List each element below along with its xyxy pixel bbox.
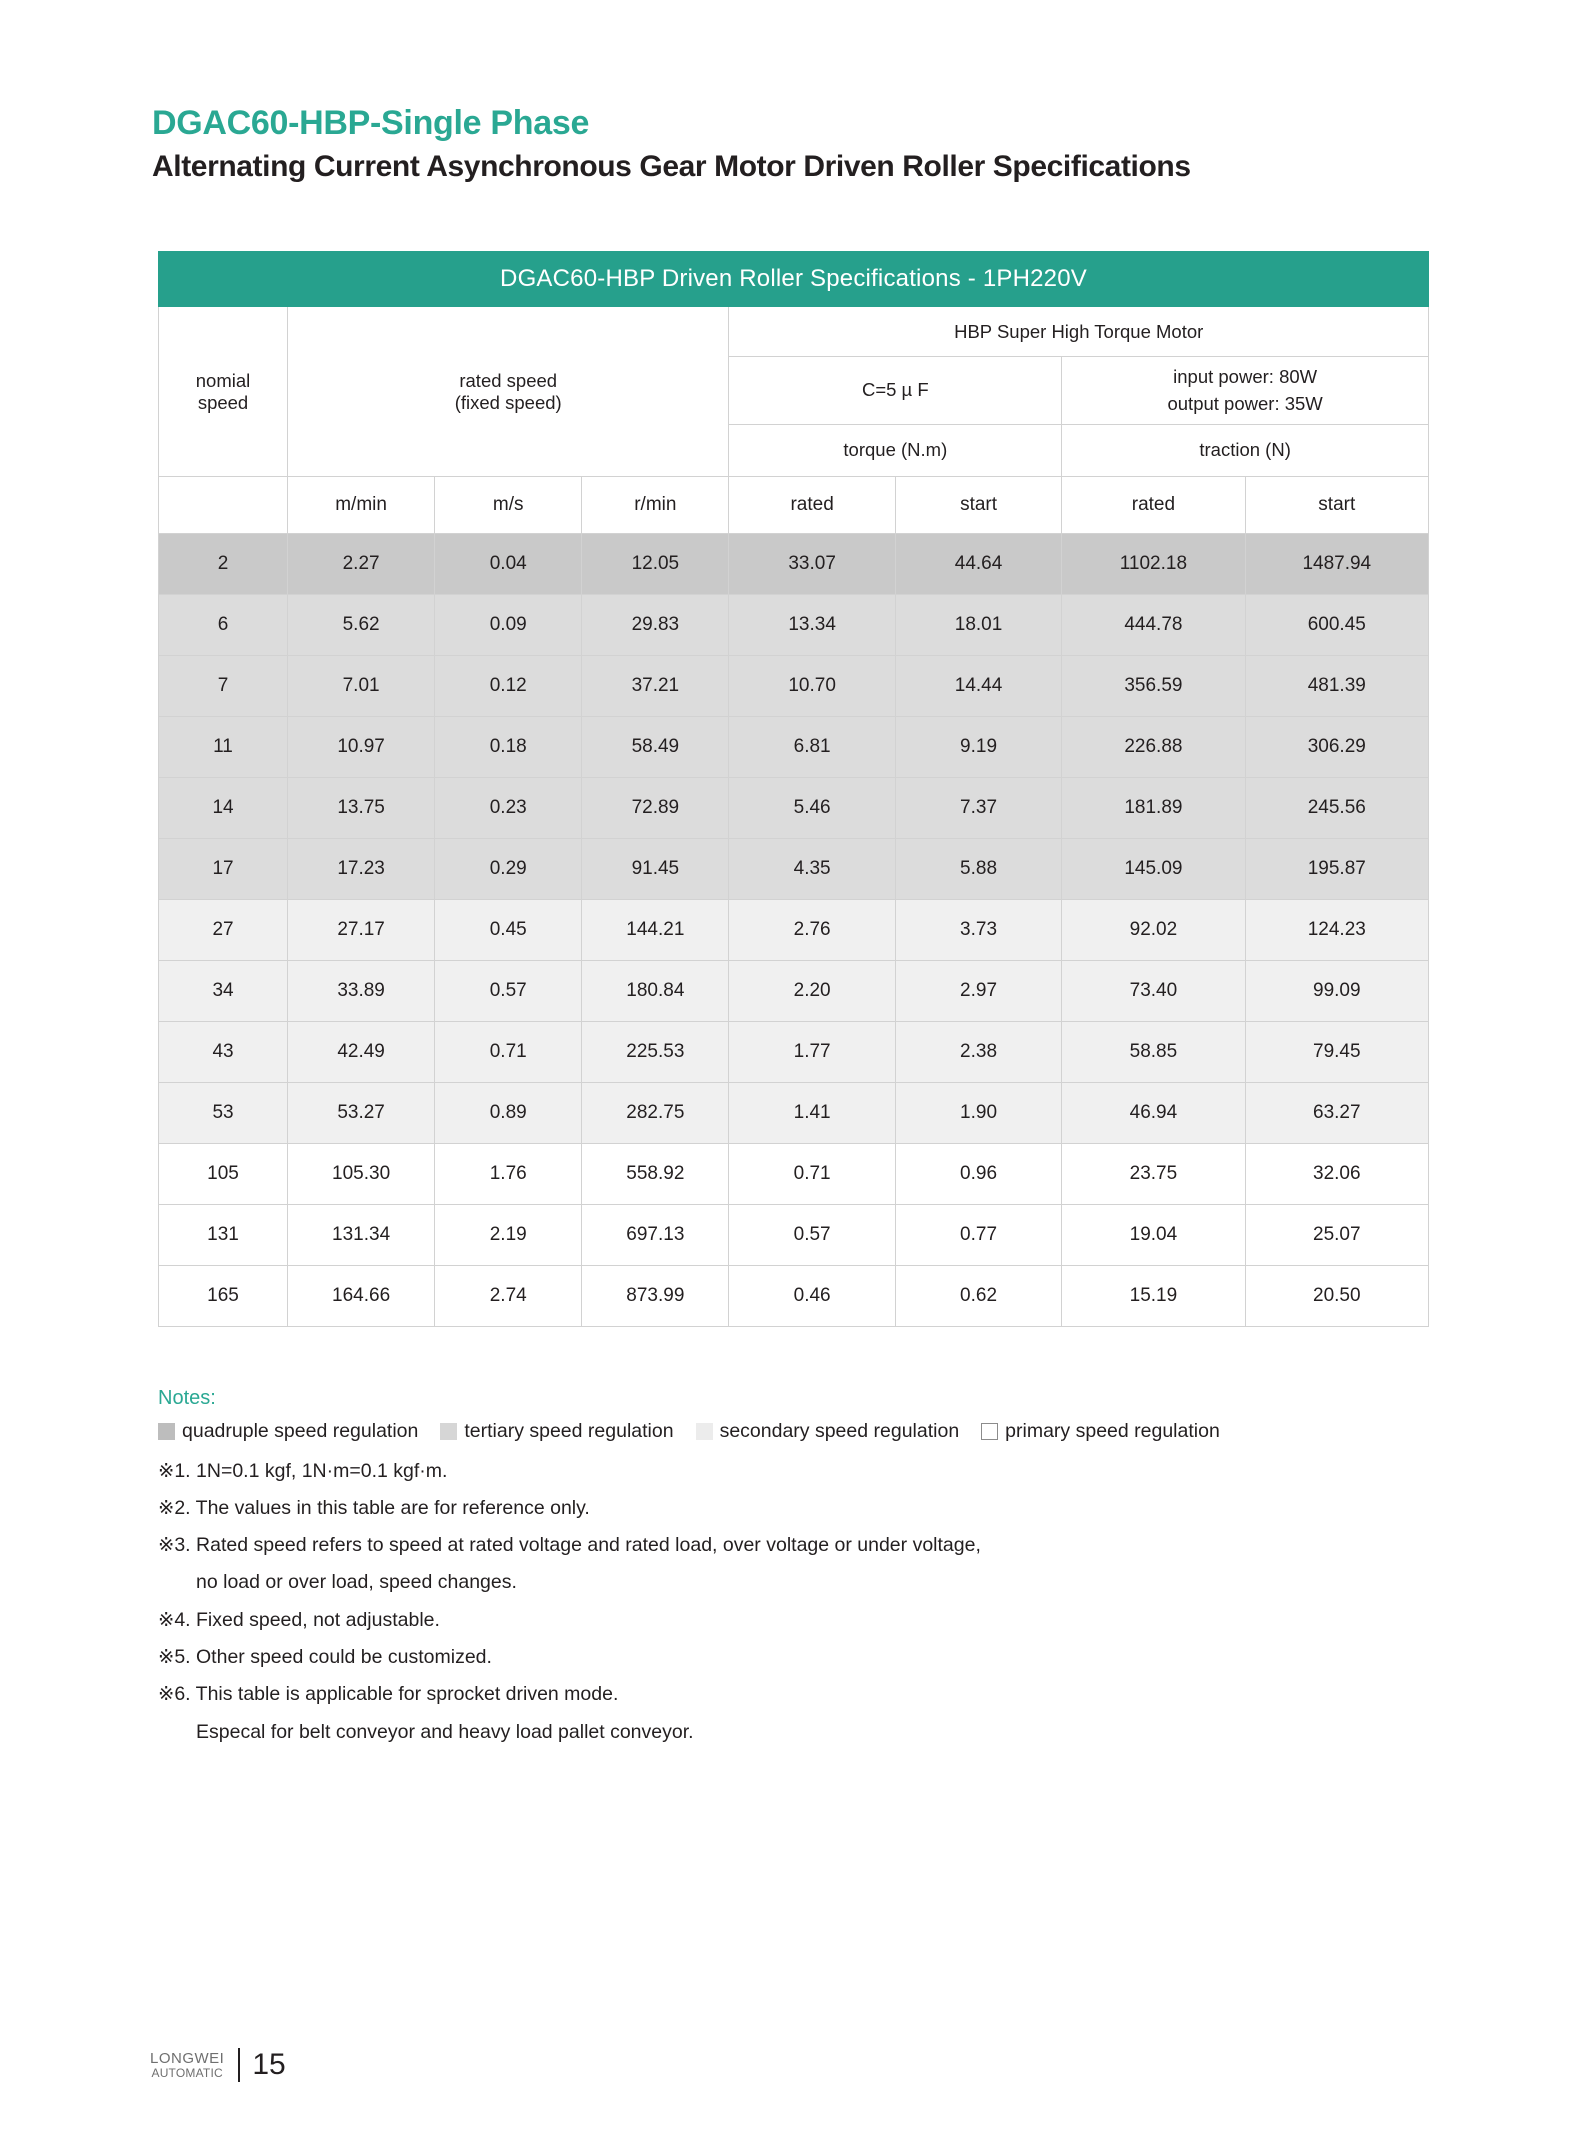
header-row-group <box>159 307 1429 357</box>
page-number: 15 <box>252 2048 286 2081</box>
company-logo <box>150 2051 224 2079</box>
legend-item-primary <box>981 1422 1220 1442</box>
cell-torque-start: 9.19 <box>895 717 1061 778</box>
cell-m-min: 10.97 <box>288 717 435 778</box>
cell-nominal: 7 <box>159 656 288 717</box>
column-header-m-s: m/s <box>435 477 582 534</box>
cell-traction-start: 20.50 <box>1245 1266 1428 1327</box>
specifications-table <box>158 251 1429 1327</box>
table-row <box>159 900 1429 961</box>
cell-traction-start: 63.27 <box>1245 1083 1428 1144</box>
cell-m-min: 105.30 <box>288 1144 435 1205</box>
cell-torque-start: 18.01 <box>895 595 1061 656</box>
cell-torque-start: 5.88 <box>895 839 1061 900</box>
column-header-row <box>159 477 1429 534</box>
title-block <box>152 104 1452 185</box>
cell-torque-rated: 5.46 <box>729 778 895 839</box>
cell-m-s: 2.19 <box>435 1205 582 1266</box>
cell-torque-rated: 6.81 <box>729 717 895 778</box>
cell-m-s: 2.74 <box>435 1266 582 1327</box>
legend-swatch-icon <box>696 1423 713 1440</box>
cell-traction-start: 195.87 <box>1245 839 1428 900</box>
cell-traction-start: 124.23 <box>1245 900 1428 961</box>
cell-traction-rated: 356.59 <box>1062 656 1245 717</box>
cell-m-min: 42.49 <box>288 1022 435 1083</box>
table-banner-row <box>159 252 1429 307</box>
note-line-6: ※6. This table is applicable for sprocket driven mode. <box>158 1683 619 1706</box>
cell-m-min: 7.01 <box>288 656 435 717</box>
cell-torque-start: 14.44 <box>895 656 1061 717</box>
cell-nominal: 131 <box>159 1205 288 1266</box>
cell-traction-rated: 23.75 <box>1062 1144 1245 1205</box>
cell-torque-start: 2.38 <box>895 1022 1061 1083</box>
header-torque-unit: torque (N.m) <box>729 425 1062 477</box>
cell-r-min: 58.49 <box>582 717 729 778</box>
cell-torque-rated: 1.77 <box>729 1022 895 1083</box>
cell-m-min: 27.17 <box>288 900 435 961</box>
cell-torque-rated: 13.34 <box>729 595 895 656</box>
cell-nominal: 6 <box>159 595 288 656</box>
cell-traction-start: 32.06 <box>1245 1144 1428 1205</box>
cell-m-min: 13.75 <box>288 778 435 839</box>
page-title: DGAC60-HBP-Single Phase <box>152 104 590 142</box>
page-subtitle: Alternating Current Asynchronous Gear Motor Driven Roller Specifications <box>152 150 1191 184</box>
cell-torque-rated: 0.71 <box>729 1144 895 1205</box>
column-header-m-min: m/min <box>288 477 435 534</box>
cell-traction-rated: 444.78 <box>1062 595 1245 656</box>
cell-torque-rated: 10.70 <box>729 656 895 717</box>
cell-torque-start: 0.77 <box>895 1205 1061 1266</box>
table-row <box>159 1266 1429 1327</box>
legend-item-tertiary <box>440 1422 673 1442</box>
cell-traction-start: 1487.94 <box>1245 534 1428 595</box>
header-rated-speed <box>288 307 729 477</box>
header-traction-unit: traction (N) <box>1062 425 1429 477</box>
table-row <box>159 534 1429 595</box>
cell-torque-rated: 0.46 <box>729 1266 895 1327</box>
cell-torque-start: 0.62 <box>895 1266 1061 1327</box>
cell-r-min: 144.21 <box>582 900 729 961</box>
column-header-traction-rated: rated <box>1062 477 1245 534</box>
cell-r-min: 29.83 <box>582 595 729 656</box>
header-nominal-speed-line1: nomial <box>195 369 251 391</box>
table-row <box>159 1022 1429 1083</box>
table-row <box>159 961 1429 1022</box>
legend-item-secondary <box>696 1422 960 1442</box>
header-rated-speed-line1: rated speed <box>459 369 558 391</box>
column-header-torque-start: start <box>895 477 1061 534</box>
cell-r-min: 558.92 <box>582 1144 729 1205</box>
legend-label: quadruple speed regulation <box>182 1420 419 1442</box>
table-row <box>159 839 1429 900</box>
table-row <box>159 595 1429 656</box>
legend-label: secondary speed regulation <box>719 1420 960 1442</box>
cell-traction-rated: 46.94 <box>1062 1083 1245 1144</box>
header-nominal-speed-line2: speed <box>197 391 249 413</box>
cell-nominal: 27 <box>159 900 288 961</box>
cell-m-min: 33.89 <box>288 961 435 1022</box>
header-motor-group: HBP Super High Torque Motor <box>729 307 1429 357</box>
cell-traction-rated: 226.88 <box>1062 717 1245 778</box>
cell-m-s: 0.23 <box>435 778 582 839</box>
cell-m-s: 0.18 <box>435 717 582 778</box>
cell-r-min: 873.99 <box>582 1266 729 1327</box>
cell-nominal: 11 <box>159 717 288 778</box>
note-line-3: ※3. Rated speed refers to speed at rated voltage and rated load, over voltage or under voltage, <box>158 1534 981 1557</box>
cell-traction-start: 25.07 <box>1245 1205 1428 1266</box>
header-nominal-speed <box>159 307 288 477</box>
cell-torque-start: 2.97 <box>895 961 1061 1022</box>
legend-row <box>158 1422 1458 1442</box>
cell-r-min: 12.05 <box>582 534 729 595</box>
cell-traction-rated: 15.19 <box>1062 1266 1245 1327</box>
notes-section <box>158 1388 1458 1756</box>
table-row <box>159 656 1429 717</box>
cell-r-min: 282.75 <box>582 1083 729 1144</box>
column-header-traction-start: start <box>1245 477 1428 534</box>
cell-torque-start: 3.73 <box>895 900 1061 961</box>
cell-torque-start: 1.90 <box>895 1083 1061 1144</box>
table-banner: DGAC60-HBP Driven Roller Specifications - 1PH220V <box>159 252 1429 307</box>
cell-m-s: 0.09 <box>435 595 582 656</box>
note-line-4: ※4. Fixed speed, not adjustable. <box>158 1608 440 1631</box>
page-footer <box>150 2048 286 2082</box>
cell-r-min: 225.53 <box>582 1022 729 1083</box>
cell-torque-rated: 4.35 <box>729 839 895 900</box>
specifications-table-wrapper <box>158 251 1429 1327</box>
cell-m-min: 2.27 <box>288 534 435 595</box>
table-row <box>159 1083 1429 1144</box>
table-row <box>159 1144 1429 1205</box>
cell-r-min: 91.45 <box>582 839 729 900</box>
cell-traction-start: 99.09 <box>1245 961 1428 1022</box>
legend-swatch-icon <box>440 1423 457 1440</box>
header-rated-speed-line2: (fixed speed) <box>454 391 562 413</box>
cell-traction-start: 79.45 <box>1245 1022 1428 1083</box>
cell-torque-start: 7.37 <box>895 778 1061 839</box>
cell-traction-start: 481.39 <box>1245 656 1428 717</box>
cell-torque-rated: 2.76 <box>729 900 895 961</box>
footer-divider <box>238 2048 240 2082</box>
cell-traction-rated: 58.85 <box>1062 1022 1245 1083</box>
legend-label: primary speed regulation <box>1005 1420 1220 1442</box>
cell-torque-rated: 2.20 <box>729 961 895 1022</box>
column-header-blank <box>159 477 288 534</box>
cell-traction-rated: 73.40 <box>1062 961 1245 1022</box>
note-line-5: ※5. Other speed could be customized. <box>158 1646 492 1669</box>
cell-nominal: 17 <box>159 839 288 900</box>
legend-swatch-icon <box>981 1423 998 1440</box>
cell-nominal: 105 <box>159 1144 288 1205</box>
cell-traction-rated: 181.89 <box>1062 778 1245 839</box>
cell-r-min: 37.21 <box>582 656 729 717</box>
cell-nominal: 2 <box>159 534 288 595</box>
logo-line-1: LONGWEI <box>150 2049 225 2067</box>
cell-nominal: 34 <box>159 961 288 1022</box>
cell-traction-start: 306.29 <box>1245 717 1428 778</box>
note-line-3-cont: no load or over load, speed changes. <box>196 1571 517 1594</box>
cell-nominal: 14 <box>159 778 288 839</box>
cell-m-s: 1.76 <box>435 1144 582 1205</box>
cell-r-min: 697.13 <box>582 1205 729 1266</box>
cell-m-s: 0.12 <box>435 656 582 717</box>
cell-m-min: 164.66 <box>288 1266 435 1327</box>
note-line-6-cont: Especal for belt conveyor and heavy load pallet conveyor. <box>196 1720 694 1743</box>
column-header-torque-rated: rated <box>729 477 895 534</box>
cell-m-s: 0.04 <box>435 534 582 595</box>
header-input-power: input power: 80W <box>1173 365 1318 387</box>
cell-m-min: 17.23 <box>288 839 435 900</box>
cell-m-s: 0.71 <box>435 1022 582 1083</box>
legend-swatch-icon <box>158 1423 175 1440</box>
cell-m-min: 53.27 <box>288 1083 435 1144</box>
table-row <box>159 717 1429 778</box>
legend-label: tertiary speed regulation <box>464 1420 674 1442</box>
cell-torque-rated: 33.07 <box>729 534 895 595</box>
column-header-r-min: r/min <box>582 477 729 534</box>
table-row <box>159 778 1429 839</box>
note-line-2: ※2. The values in this table are for reference only. <box>158 1496 590 1519</box>
table-row <box>159 1205 1429 1266</box>
header-capacitor: C=5 µ F <box>729 357 1062 425</box>
cell-m-s: 0.89 <box>435 1083 582 1144</box>
cell-nominal: 165 <box>159 1266 288 1327</box>
notes-title: Notes: <box>158 1387 216 1409</box>
cell-traction-start: 600.45 <box>1245 595 1428 656</box>
cell-torque-start: 0.96 <box>895 1144 1061 1205</box>
cell-torque-start: 44.64 <box>895 534 1061 595</box>
cell-m-min: 131.34 <box>288 1205 435 1266</box>
logo-line-2: AUTOMATIC <box>151 2065 223 2080</box>
cell-traction-rated: 19.04 <box>1062 1205 1245 1266</box>
cell-m-min: 5.62 <box>288 595 435 656</box>
header-power <box>1062 357 1429 425</box>
cell-m-s: 0.45 <box>435 900 582 961</box>
cell-traction-rated: 145.09 <box>1062 839 1245 900</box>
cell-m-s: 0.29 <box>435 839 582 900</box>
cell-traction-start: 245.56 <box>1245 778 1428 839</box>
legend-item-quadruple <box>158 1422 418 1442</box>
cell-r-min: 180.84 <box>582 961 729 1022</box>
cell-r-min: 72.89 <box>582 778 729 839</box>
cell-torque-rated: 1.41 <box>729 1083 895 1144</box>
cell-m-s: 0.57 <box>435 961 582 1022</box>
header-output-power: output power: 35W <box>1167 392 1323 414</box>
cell-nominal: 43 <box>159 1022 288 1083</box>
cell-torque-rated: 0.57 <box>729 1205 895 1266</box>
cell-nominal: 53 <box>159 1083 288 1144</box>
cell-traction-rated: 92.02 <box>1062 900 1245 961</box>
cell-traction-rated: 1102.18 <box>1062 534 1245 595</box>
note-line-1: ※1. 1N=0.1 kgf, 1N·m=0.1 kgf·m. <box>158 1459 448 1482</box>
